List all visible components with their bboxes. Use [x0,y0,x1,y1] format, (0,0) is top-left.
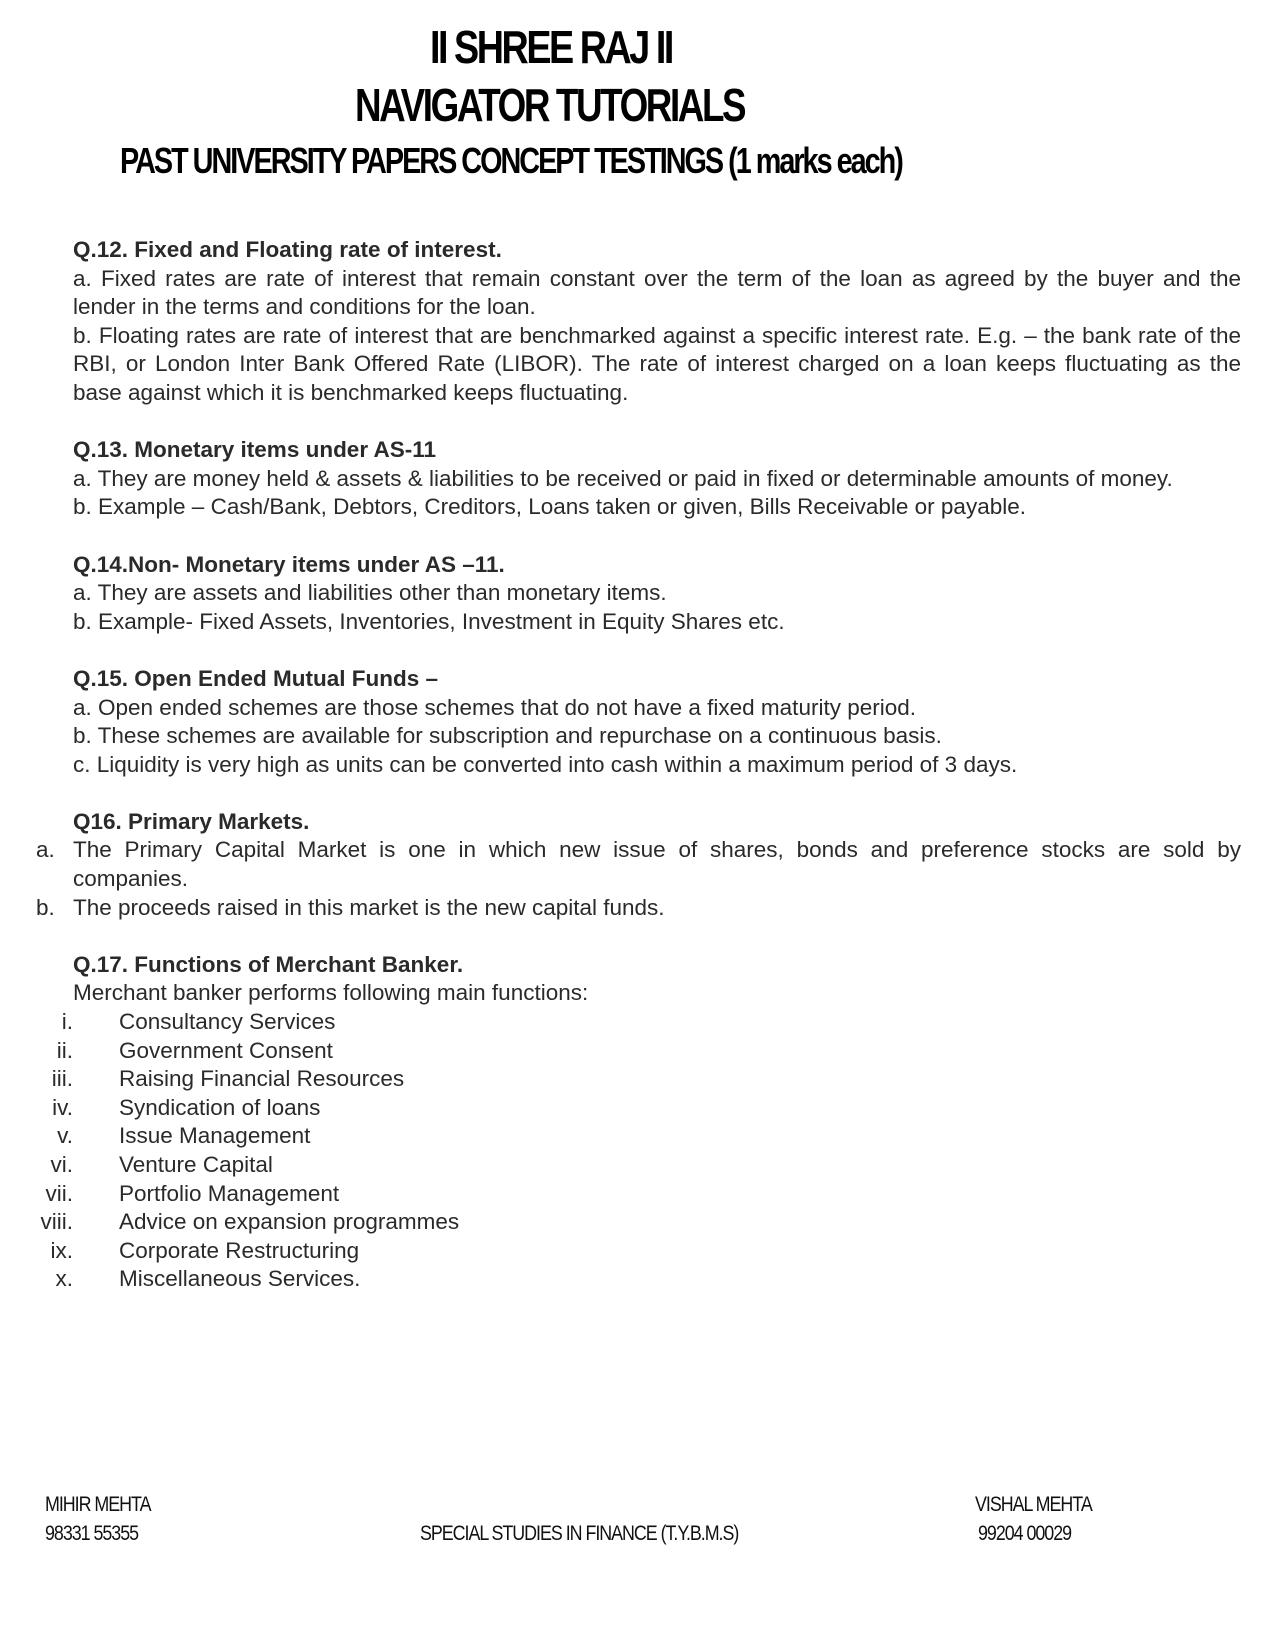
list-marker: iv. [52,1094,73,1120]
footer-left-name: MIHIR MEHTA [45,1493,151,1516]
list-marker: b. [36,894,55,920]
question-q14 [73,551,1241,637]
list-marker: vii. [45,1180,73,1206]
answer-point-b: b. Example – Cash/Bank, Debtors, Creditors, Loans taken or given, Bills Receivable or payable. [73,494,1026,520]
question-q13 [73,436,1241,522]
question-heading: Q.13. Monetary items under AS-11 [73,437,437,463]
answer-point-b: b. Example- Fixed Assets, Inventories, Investment in Equity Shares etc. [73,608,785,634]
list-item-text: Syndication of loans [119,1094,321,1120]
list-item-text: The proceeds raised in this market is the new capital funds. [73,894,665,920]
list-item-text: Miscellaneous Services. [119,1266,361,1292]
list-item-text: Consultancy Services [119,1009,336,1035]
question-q17 [40,951,1241,1294]
list-item-text: Portfolio Management [119,1180,340,1206]
list-item [51,1065,1241,1094]
list-item [36,836,1241,893]
list-item-text: Issue Management [119,1123,311,1149]
question-heading: Q.15. Open Ended Mutual Funds – [73,665,439,691]
list-marker: i. [61,1009,73,1035]
list-marker: viii. [40,1209,73,1235]
list-item-text: Raising Financial Resources [119,1066,405,1092]
list-item-text: Corporate Restructuring [119,1237,360,1263]
question-heading: Q.12. Fixed and Floating rate of interest. [73,237,502,262]
question-q16 [36,808,1241,922]
list-item-text: Venture Capital [119,1152,273,1177]
footer-right-name: VISHAL MEHTA [975,1493,1092,1516]
answer-point-c: c. Liquidity is very high as units can be converted into cash within a maximum period of 3 days. [73,751,1018,777]
list-item [61,1008,1241,1037]
list-item [36,894,1241,923]
answer-point-b: b. These schemes are available for subscription and repurchase on a continuous basis. [73,723,942,749]
list-marker: a. [36,837,55,863]
list-marker: ix. [50,1237,73,1263]
answer-point-a: a. They are assets and liabilities other than monetary items. [73,580,667,606]
list-item-text: Government Consent [119,1037,333,1063]
list-item [40,1208,1241,1237]
list-item [56,1037,1241,1066]
header-title-shree-raj: II SHREE RAJ II [430,21,672,73]
question-heading: Q16. Primary Markets. [73,808,310,834]
list-item [57,1122,1241,1151]
answer-point-a: a. Open ended schemes are those schemes that do not have a fixed maturity period. [73,694,916,720]
document-body [36,236,1241,1323]
answer-point-a: a. They are money held & assets & liabilities to be received or paid in fixed or determinable amounts of money. [73,465,1173,491]
answer-point-b: b. Floating rates are rate of interest that are benchmarked against a specific interest rate. E.g. – the bank rate of the RBI, or London Inter Bank Offered Rate (LIBOR). The rate of interest charged on a loan keeps fluctuating as the base against which it is benchmarked keeps fluctuating. [73,322,1241,405]
question-q12 [73,236,1241,408]
footer-right-phone: 99204 00029 [978,1522,1072,1545]
question-heading: Q.17. Functions of Merchant Banker. [73,951,464,977]
question-heading: Q.14.Non- Monetary items under AS –11. [73,551,505,577]
footer-center-subject: SPECIAL STUDIES IN FINANCE (T.Y.B.M.S) [420,1522,739,1545]
list-item [50,1151,1241,1180]
list-marker: x. [55,1266,73,1292]
footer-left-phone: 98331 55355 [45,1522,139,1545]
list-marker: vi. [50,1152,73,1177]
list-item [55,1265,1241,1294]
list-marker: v. [57,1123,73,1149]
list-item-text: Advice on expansion programmes [119,1209,460,1235]
question-intro: Merchant banker performs following main functions: [73,980,589,1006]
header-subtitle: PAST UNIVERSITY PAPERS CONCEPT TESTINGS (1 marks each) [120,140,902,181]
header-title-institute: NAVIGATOR TUTORIALS [355,79,745,131]
question-q15 [73,665,1241,779]
list-item-text: The Primary Capital Market is one in which new issue of shares, bonds and preference stocks are sold by companies. [73,837,1241,892]
list-marker: iii. [51,1066,73,1092]
list-marker: ii. [56,1037,73,1063]
list-item [45,1180,1241,1209]
list-item [50,1237,1241,1266]
answer-point-a: a. Fixed rates are rate of interest that remain constant over the term of the loan as agreed by the buyer and the lender in the terms and conditions for the loan. [73,265,1241,320]
list-item [52,1094,1241,1123]
